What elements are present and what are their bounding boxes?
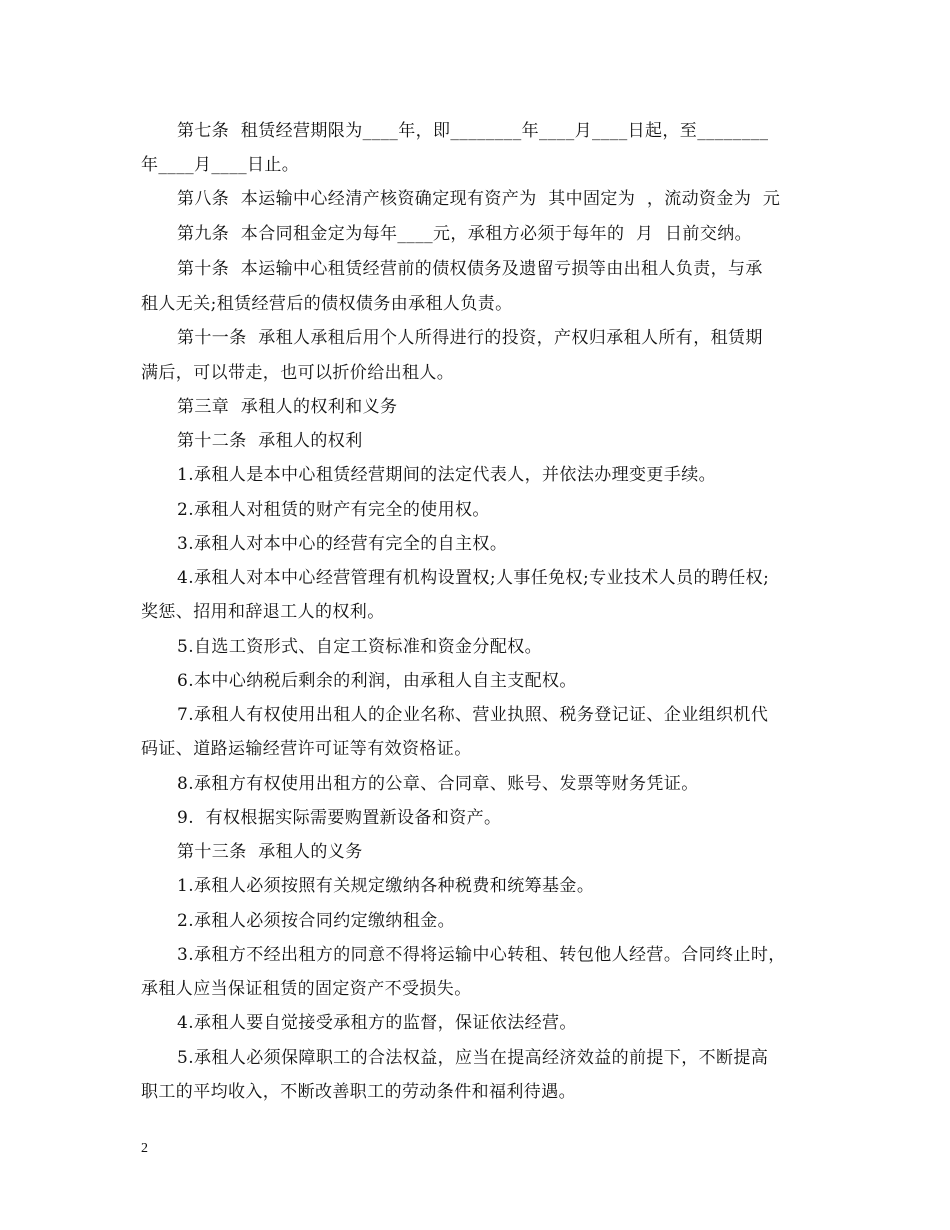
article-heading: 第十二条 承租人的权利 bbox=[177, 431, 363, 451]
text-line: 第七条 租赁经营期限为____年，即________年____月____日起，至________ bbox=[177, 121, 769, 141]
text-line: 3.承租方不经出租方的同意不得将运输中心转租、转包他人经营。合同终止时， bbox=[177, 945, 786, 965]
text-line: 第十一条 承租人承租后用个人所得进行的投资，产权归承租人所有，租赁期 bbox=[177, 328, 763, 348]
text-line: 5.自选工资形式、自定工资标准和资金分配权。 bbox=[177, 637, 543, 657]
text-line: 5.承租人必须保障职工的合法权益，应当在提高经济效益的前提下，不断提高 bbox=[177, 1048, 769, 1068]
text-line: 4.承租人对本中心经营管理有机构设置权;人事任免权;专业技术人员的聘任权; bbox=[177, 568, 770, 588]
article-heading: 第十三条 承租人的义务 bbox=[177, 842, 363, 862]
text-line: 2.承租人对租赁的财产有完全的使用权。 bbox=[177, 500, 490, 520]
text-line: 4.承租人要自觉接受承租方的监督，保证依法经营。 bbox=[177, 1013, 577, 1033]
text-line: 1.承租人是本中心租赁经营期间的法定代表人，并依法办理变更手续。 bbox=[177, 465, 717, 485]
text-line: 码证、道路运输经营许可证等有效资格证。 bbox=[141, 739, 472, 759]
text-line: 第八条 本运输中心经清产核资确定现有资产为 其中固定为 ，流动资金为 元 bbox=[177, 189, 781, 209]
text-line: 满后，可以带走，也可以折价给出租人。 bbox=[141, 363, 455, 383]
text-line: 7.承租人有权使用出租人的企业名称、营业执照、税务登记证、企业组织机代 bbox=[177, 705, 769, 725]
text-line: 奖惩、招用和辞退工人的权利。 bbox=[141, 602, 385, 622]
chapter-heading: 第三章 承租人的权利和义务 bbox=[177, 397, 398, 417]
text-line: 租人无关;租赁经营后的债权债务由承租人负责。 bbox=[141, 294, 513, 314]
text-line: 2.承租人必须按合同约定缴纳租金。 bbox=[177, 911, 456, 931]
page-number: 2 bbox=[141, 1141, 148, 1156]
text-line: 承租人应当保证租赁的固定资产不受损失。 bbox=[141, 979, 472, 999]
text-line: 6.本中心纳税后剩余的利润，由承租人自主支配权。 bbox=[177, 671, 577, 691]
text-line: 职工的平均收入，不断改善职工的劳动条件和福利待遇。 bbox=[141, 1082, 576, 1102]
text-line: 3.承租人对本中心的经营有完全的自主权。 bbox=[177, 534, 508, 554]
text-line: 1.承租人必须按照有关规定缴纳各种税费和统筹基金。 bbox=[177, 876, 595, 896]
text-line: 9. 有权根据实际需要购置新设备和资产。 bbox=[177, 808, 502, 828]
text-line: 第十条 本运输中心租赁经营前的债权债务及遗留亏损等由出租人负责，与承 bbox=[177, 259, 763, 279]
text-line: 第九条 本合同租金定为每年____元，承租方必须于每年的 月 日前交纳。 bbox=[177, 224, 753, 244]
text-line: 年____月____日止。 bbox=[141, 155, 300, 175]
text-line: 8.承租方有权使用出租方的公章、合同章、账号、发票等财务凭证。 bbox=[177, 774, 699, 794]
